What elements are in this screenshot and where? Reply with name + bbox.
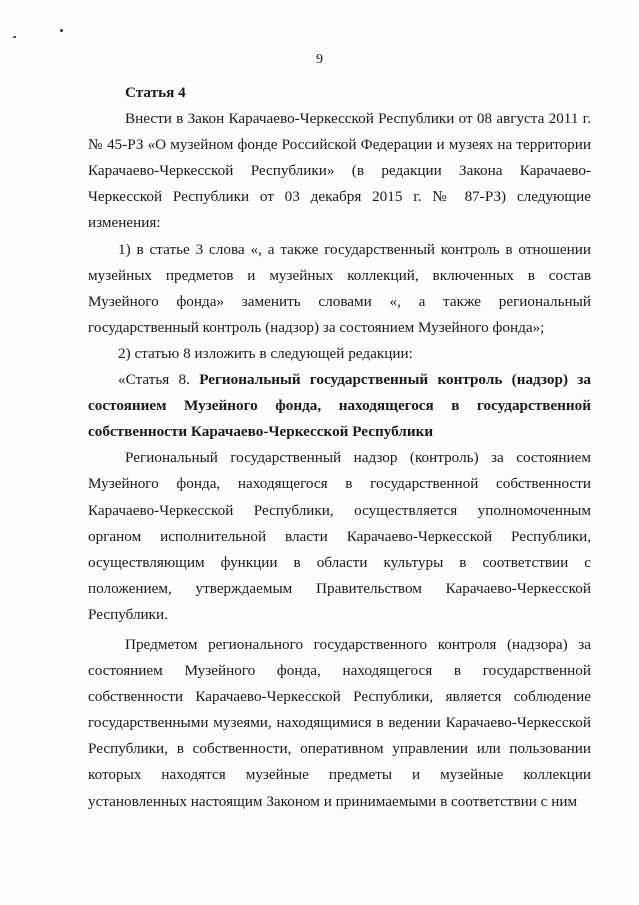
page-number: 9: [316, 52, 323, 67]
article-8-paragraph-1: Региональный государственный надзор (контроль) за состоянием Музейного фонда, находящегося в государственной собственности Карачаево-Черкесской Республики, осуществляется уполномоченным органом исполнительной власти Карачаево-Черкесской Республики, осуществляющим функции в области культуры в соответствии с положением, утверждаемым Правительством Карачаево-Черкесской Республики.: [88, 449, 591, 623]
document-body: [88, 80, 591, 815]
scan-speck: [13, 36, 16, 38]
article-8-heading: [88, 367, 591, 445]
article-heading: Статья 4: [125, 84, 186, 101]
amendment-item-1: 1) в статье 3 слова «, а также государственный контроль в отношении музейных предметов и музейных коллекций, включенных в состав Музейного фонда» заменить словами «, а также региональный государственный контроль (надзор) за состоянием Музейного фонда»;: [88, 240, 591, 336]
scan-speck: [60, 29, 63, 32]
article-8-prefix: «Статья 8.: [118, 371, 200, 389]
article-8-paragraph-2: Предметом регионального государственного контроля (надзора) за состоянием Музейного фонда, находящегося в государственной собственности Карачаево-Черкесской Республики, является соблюдение государственными музеями, находящимися в ведении Карачаево-Черкесской Республики, в собственности, оперативном управлении или пользовании которых находятся музейные предметы и музейные коллекции установленных настоящим Законом и принимаемыми в соответствии с ним: [88, 635, 591, 810]
article-8-title: Региональный государственный контроль (надзор) за состоянием Музейного фонда, находящегося в государственной собственности Карачаево-Черкесской Республики: [88, 371, 591, 441]
intro-paragraph: Внести в Закон Карачаево-Черкесской Республики от 08 августа 2011 г. № 45-РЗ «О музейном фонде Российской Федерации и музеях на территории Карачаево-Черкесской Республики» (в редакции Закона Карачаево-Черкесской Республики от 03 декабря 2015 г. № 87-РЗ) следующие изменения:: [88, 110, 591, 232]
amendment-item-2: 2) статью 8 изложить в следующей редакции:: [118, 344, 413, 362]
